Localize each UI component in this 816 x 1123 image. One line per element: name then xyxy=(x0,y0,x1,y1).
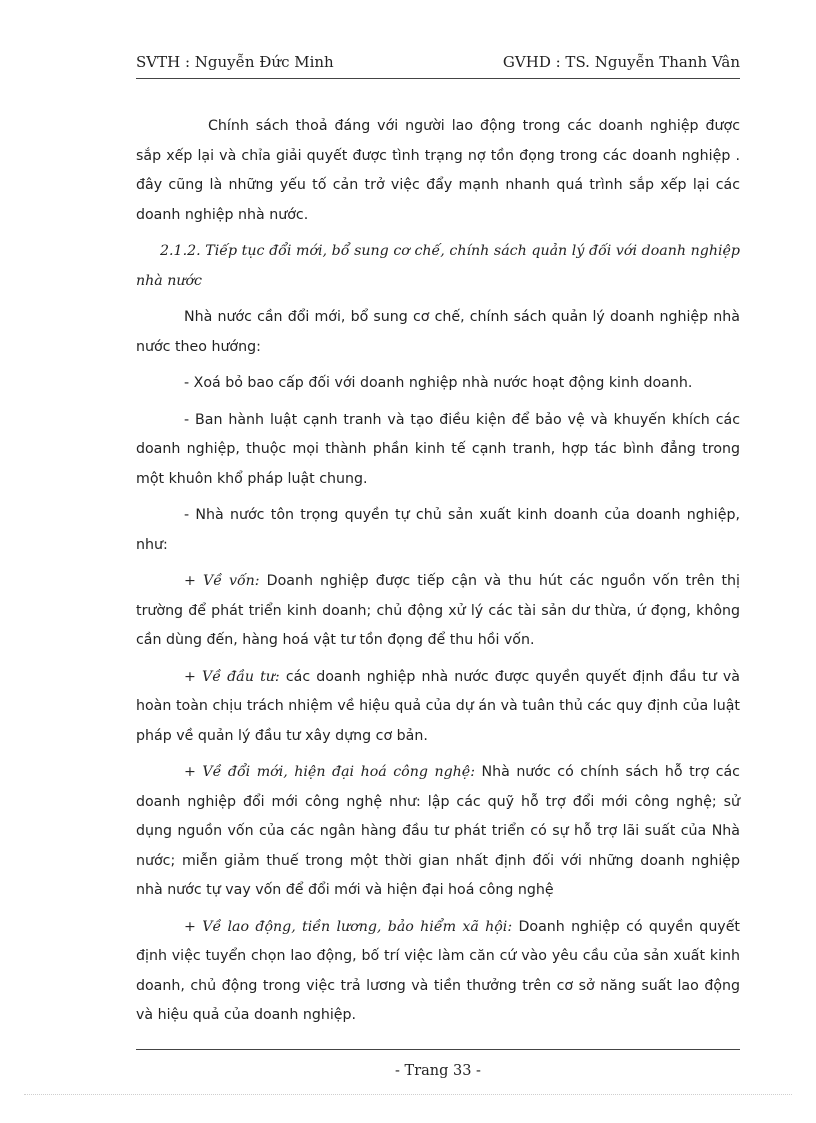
sub-item-text: các doanh nghiệp nhà nước được quyền quyết định đầu tư và hoàn toàn chịu trách nhiệm về hiệu quả của dự án và tuân thủ các quy định của luật pháp về quản lý đầu tư xây dựng cơ bản. xyxy=(136,668,740,744)
header-advisor: GVHD : TS. Nguyễn Thanh Vân xyxy=(502,53,740,71)
bullet-item: - Ban hành luật cạnh tranh và tạo điều kiện để bảo vệ và khuyến khích các doanh nghiệp, thuộc mọi thành phần kinh tế cạnh tranh, hợp tác bình đẳng trong một khuôn khổ pháp luật chung. xyxy=(136,411,740,487)
body-text xyxy=(136,112,740,1038)
page-footer xyxy=(136,1049,740,1079)
sub-item-text: Doanh nghiệp có quyền quyết định việc tuyển chọn lao động, bố trí việc làm căn cứ vào yêu cầu của sản xuất kinh doanh, chủ động trong việc trả lương và tiền thưởng trên cơ sở năng suất lao động và hiệu quả của doanh nghiệp. xyxy=(136,918,740,1023)
paragraph: Chính sách thoả đáng với người lao động trong các doanh nghiệp được sắp xếp lại và chỉa giải quyết được tình trạng nợ tồn đọng trong các doanh nghiệp . đây cũng là những yếu tố cản trở việc đẩy mạnh nhanh quá trình sắp xếp lại các doanh nghiệp nhà nước. xyxy=(136,118,740,223)
sub-item-text: Nhà nước có chính sách hỗ trợ các doanh nghiệp đổi mới công nghệ như: lập các quỹ hỗ trợ đổi mới công nghệ; sử dụng nguồn vốn của các ngân hàng đầu tư phát triển có sự hỗ trợ lãi suất của Nhà nước; miễn giảm thuế trong một thời gian nhất định đối với những doanh nghiệp nhà nước tự vay vốn để đổi mới và hiện đại hoá công nghệ xyxy=(136,764,740,898)
sub-item-technology xyxy=(136,758,740,906)
sub-item-label: + Về đầu tư: xyxy=(184,668,280,685)
sub-item-label: + Về lao động, tiền lương, bảo hiểm xã hội: xyxy=(184,918,513,935)
sub-item-label: + Về đổi mới, hiện đại hoá công nghệ: xyxy=(184,764,475,780)
bullet-item: - Nhà nước tôn trọng quyền tự chủ sản xuất kinh doanh của doanh nghiệp, như: xyxy=(136,507,740,553)
page-bottom-divider xyxy=(24,1094,792,1095)
sub-item-investment xyxy=(136,663,740,752)
page-header xyxy=(136,50,740,79)
bullet-item: - Xoá bỏ bao cấp đối với doanh nghiệp nhà nước hoạt động kinh doanh. xyxy=(184,375,693,391)
sub-item-label: + Về vốn: xyxy=(184,573,260,589)
sub-item-text: Doanh nghiệp được tiếp cận và thu hút các nguồn vốn trên thị trường để phát triển kinh doanh; chủ động xử lý các tài sản dư thừa, ứ đọng, không cần dùng đến, hàng hoá vật tư tồn đọng để thu hồi vốn. xyxy=(136,573,740,648)
page-number: - Trang 33 - xyxy=(395,1063,481,1079)
sub-item-capital xyxy=(136,567,740,656)
section-heading: 2.1.2. Tiếp tục đổi mới, bổ sung cơ chế, chính sách quản lý đối với doanh nghiệp nhà nước xyxy=(136,243,740,289)
sub-item-labor xyxy=(136,913,740,1031)
paragraph: Nhà nước cần đổi mới, bổ sung cơ chế, chính sách quản lý doanh nghiệp nhà nước theo hướng: xyxy=(136,309,740,355)
header-student: SVTH : Nguyễn Đức Minh xyxy=(136,53,334,71)
